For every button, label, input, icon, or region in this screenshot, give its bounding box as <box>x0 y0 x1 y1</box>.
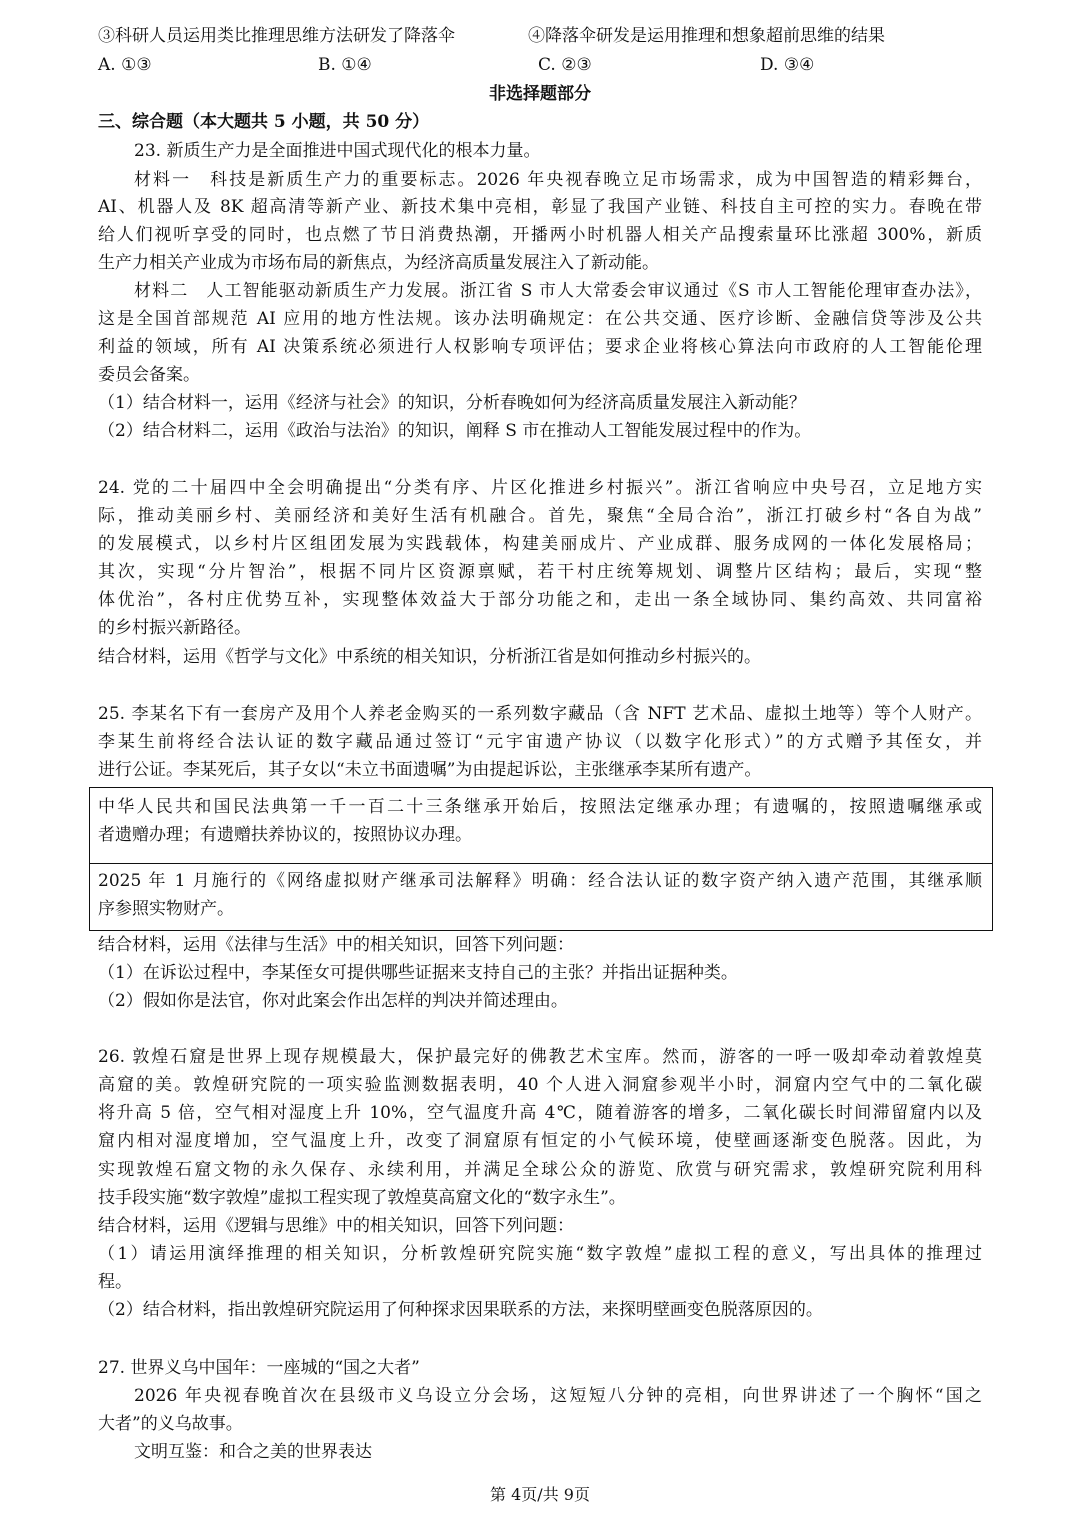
q26-line: 26. 敦煌石窟是世界上现存规模最大，保护最完好的佛教艺术宝库。然而，游客的一呼一吸却牵动着敦煌莫 <box>98 1047 982 1067</box>
q27-title: 27. 世界义乌中国年：一座城的“国之大者” <box>98 1358 420 1378</box>
q24-task: 结合材料，运用《哲学与文化》中系统的相关知识，分析浙江省是如何推动乡村振兴的。 <box>98 647 761 667</box>
q25-line: 进行公证。李某死后，其子女以“未立书面遗嘱”为由提起诉讼，主张继承李某所有遗产。 <box>98 760 762 780</box>
q23-material2-line: 利益的领域，所有 AI 决策系统必须进行人权影响专项评估；要求企业将核心算法向市政府的人工智能伦理 <box>98 337 982 357</box>
q26-line: 技手段实施“数字敦煌”虚拟工程实现了敦煌莫高窟文化的“数字永生”。 <box>98 1188 626 1208</box>
q26-question-1-line: 程。 <box>98 1272 132 1292</box>
judicial-interpretation-line: 2025 年 1 月施行的《网络虚拟财产继承司法解释》明确：经合法认证的数字资产纳入遗产范围，其继承顺 <box>98 871 982 891</box>
q24-line: 的发展模式，以乡村片区组团发展为实践载体，构建美丽成片、产业成群、服务成网的一体化发展格局； <box>98 534 982 554</box>
q25-task: 结合材料，运用《法律与生活》中的相关知识，回答下列问题： <box>98 935 574 955</box>
q24-line: 其次，实现“分片智治”，根据不同片区资源禀赋，若干村庄统筹规划、调整片区结构；最后，实现“整 <box>98 562 982 582</box>
judicial-interpretation-line: 序参照实物财产。 <box>98 899 234 919</box>
q26-line: 窟内相对湿度增加，空气温度上升，改变了洞窟原有恒定的小气候环境，使壁画逐渐变色脱落。因此，为 <box>98 1131 982 1151</box>
q25-line: 25. 李某名下有一套房产及用个人养老金购买的一系列数字藏品（含 NFT 艺术品、虚拟土地等）等个人财产。 <box>98 704 982 724</box>
choice-d: D. ③④ <box>760 55 815 75</box>
q23-material2-line: 材料二 人工智能驱动新质生产力发展。浙江省 S 市人大常委会审议通过《S 市人工智能伦理审查办法》， <box>134 281 982 301</box>
choice-c: C. ②③ <box>538 55 592 75</box>
q26-line: 实现敦煌石窟文物的永久保存、永续利用，并满足全球公众的游览、欣赏与研究需求，敦煌研究院利用科 <box>98 1160 982 1180</box>
q23-material1-line: AI、机器人及 8K 超高清等新产业、新技术集中亮相，彰显了我国产业链、科技自主可控的实力。春晚在带 <box>98 197 982 217</box>
q26-question-1-line: （1）请运用演绎推理的相关知识，分析敦煌研究院实施“数字敦煌”虚拟工程的意义，写出具体的推理过 <box>98 1244 982 1264</box>
choice-a: A. ①③ <box>98 55 152 75</box>
q25-line: 李某生前将经合法认证的数字藏品通过签订“元宇宙遗产协议（以数字化形式）”的方式赠予其侄女，并 <box>98 732 982 752</box>
q26-line: 将升高 5 倍，空气相对湿度上升 10%，空气温度升高 4℃，随着游客的增多，二氧化碳长时间滞留窟内以及 <box>98 1103 982 1123</box>
section-title: 三、综合题（本大题共 5 小题，共 50 分） <box>98 112 430 132</box>
q24-line: 体优治”，各村庄优势互补，实现整体效益大于部分功能之和，走出一条全域协同、集约高效、共同富裕 <box>98 590 982 610</box>
q23-question-2: （2）结合材料二，运用《政治与法治》的知识，阐释 S 市在推动人工智能发展过程中的作为。 <box>98 421 812 441</box>
q23-question-1: （1）结合材料一，运用《经济与社会》的知识，分析春晚如何为经济高质量发展注入新动能？ <box>98 393 806 413</box>
q22-option-4: ④降落伞研发是运用推理和想象超前思维的结果 <box>528 26 885 46</box>
q23-stem: 23. 新质生产力是全面推进中国式现代化的根本力量。 <box>134 141 541 161</box>
q26-question-2: （2）结合材料，指出敦煌研究院运用了何种探求因果联系的方法，来探明壁画变色脱落原因的。 <box>98 1300 823 1320</box>
choice-b: B. ①④ <box>318 55 372 75</box>
page-footer: 第 4页/共 9页 <box>490 1485 590 1504</box>
q22-option-3: ③科研人员运用类比推理思维方法研发了降落伞 <box>98 26 455 46</box>
q26-task: 结合材料，运用《逻辑与思维》中的相关知识，回答下列问题： <box>98 1216 574 1236</box>
q24-line: 的乡村振兴新路径。 <box>98 618 251 638</box>
part-title: 非选择题部分 <box>489 84 591 104</box>
q23-material2-line: 这是全国首部规范 AI 应用的地方性法规。该办法明确规定：在公共交通、医疗诊断、金融信贷等涉及公共 <box>98 309 982 329</box>
q24-line: 际，推动美丽乡村、美丽经济和美好生活有机融合。首先，聚焦“全局合治”，浙江打破乡村“各自为战” <box>98 506 982 526</box>
q27-subheading: 文明互鉴：和合之美的世界表达 <box>134 1442 372 1462</box>
law-article-1123-line: 中华人民共和国民法典第一千一百二十三条继承开始后，按照法定继承办理；有遗嘱的，按照遗嘱继承或 <box>98 797 982 817</box>
box-divider <box>90 863 992 864</box>
q25-question-1: （1）在诉讼过程中，李某侄女可提供哪些证据来支持自己的主张？并指出证据种类。 <box>98 963 738 983</box>
q23-material2-line: 委员会备案。 <box>98 365 200 385</box>
q23-material1-line: 材料一 科技是新质生产力的重要标志。2026 年央视春晚立足市场需求，成为中国智造的精彩舞台， <box>134 170 982 190</box>
law-article-1123-line: 者遗赠办理；有遗赠扶养协议的，按照协议办理。 <box>98 825 472 845</box>
q25-question-2: （2）假如你是法官，你对此案会作出怎样的判决并简述理由。 <box>98 991 568 1011</box>
q27-line: 2026 年央视春晚首次在县级市义乌设立分会场，这短短八分钟的亮相，向世界讲述了一个胸怀“国之 <box>134 1386 982 1406</box>
q26-line: 高窟的美。敦煌研究院的一项实验监测数据表明，40 个人进入洞窟参观半小时，洞窟内空气中的二氧化碳 <box>98 1075 982 1095</box>
q23-material1-line: 生产力相关产业成为市场布局的新焦点，为经济高质量发展注入了新动能。 <box>98 253 659 273</box>
q24-line: 24. 党的二十届四中全会明确提出“分类有序、片区化推进乡村振兴”。浙江省响应中央号召，立足地方实 <box>98 478 982 498</box>
q27-line: 大者”的义乌故事。 <box>98 1414 243 1434</box>
q23-material1-line: 给人们视听享受的同时，也点燃了节日消费热潮，开播两小时机器人相关产品搜索量环比涨超 300%，新质 <box>98 225 982 245</box>
